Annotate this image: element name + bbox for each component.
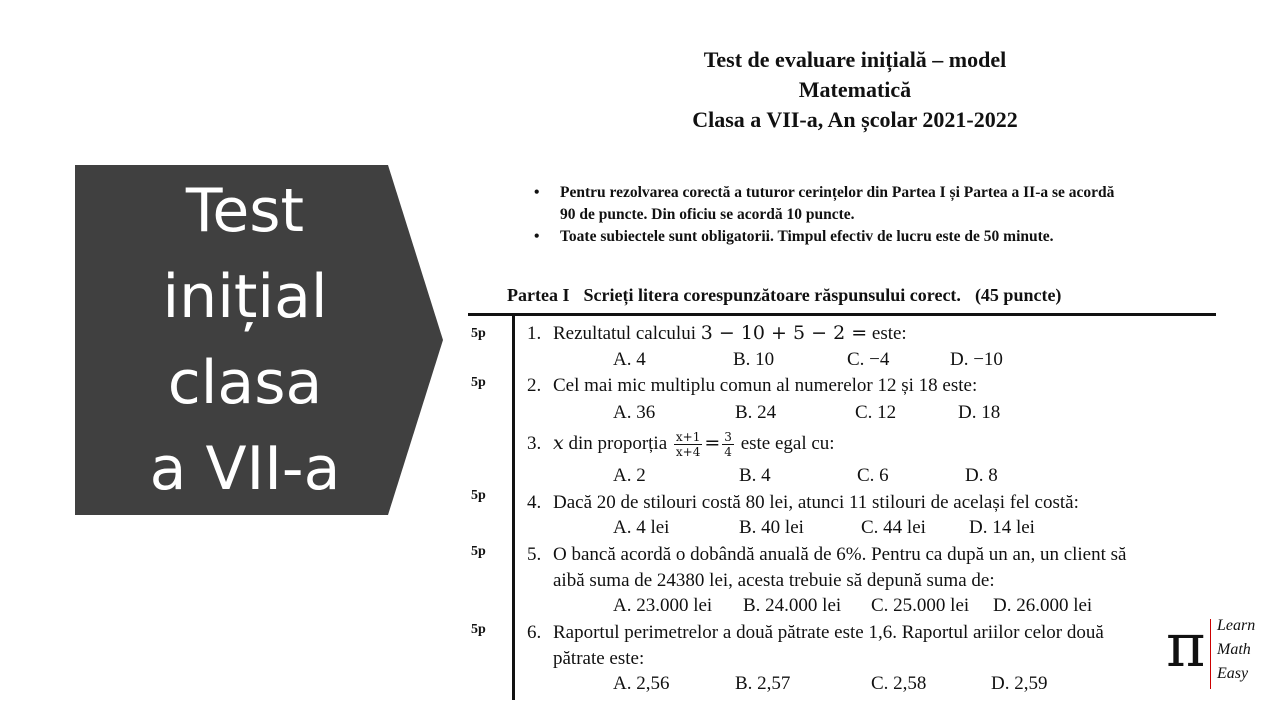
instruction-item (530, 226, 1220, 248)
option-d[interactable]: D. 18 (958, 402, 1001, 423)
points-label: 5p (471, 326, 486, 341)
question-number: 3. (527, 433, 542, 454)
fraction-numerator: x+1 (675, 430, 701, 445)
option-b[interactable]: B. 2,57 (735, 673, 791, 694)
option-c[interactable]: C. 25.000 lei (871, 595, 970, 616)
option-c[interactable]: C. 44 lei (861, 517, 926, 538)
option-a[interactable]: A. 2,56 (613, 673, 670, 694)
banner-text (75, 165, 415, 515)
question-number: 6. (527, 622, 542, 643)
doc-class-year: Clasa a VII-a, An școlar 2021-2022 (692, 107, 1018, 132)
question-1 (527, 320, 907, 347)
question-5 (527, 542, 1126, 594)
horizontal-rule (468, 313, 1216, 316)
logo-word: Easy (1217, 665, 1249, 682)
option-d[interactable]: D. 2,59 (991, 673, 1048, 694)
part1-instruction: Scrieți litera corespunzătoare răspunsului corect. (583, 285, 961, 305)
question-text: pătrate este: (553, 648, 645, 669)
instruction-line: Pentru rezolvarea corectă a tuturor cerințelor din Partea I și Partea a II-a se acordă (560, 184, 1115, 201)
option-c[interactable]: C. 6 (857, 465, 889, 486)
fraction (674, 430, 702, 459)
points-label: 5p (471, 375, 486, 390)
pi-icon: π (1166, 611, 1206, 681)
doc-title: Test de evaluare inițială – model (703, 47, 1007, 72)
banner-line: clasa (167, 348, 323, 418)
option-d[interactable]: D. 14 lei (969, 517, 1035, 538)
question-text: O bancă acordă o dobândă anuală de 6%. Pentru ca după un an, un client să (553, 544, 1127, 565)
math-expression: 3 − 10 + 5 − 2 = (700, 322, 868, 344)
option-b[interactable]: B. 24.000 lei (743, 595, 842, 616)
question-number: 1. (527, 323, 542, 344)
points-label: 5p (471, 488, 486, 503)
question-6 (527, 620, 1104, 672)
option-b[interactable]: B. 10 (733, 349, 775, 370)
option-a[interactable]: A. 36 (613, 402, 656, 423)
option-c[interactable]: C. 12 (855, 402, 897, 423)
logo-word: Learn (1217, 617, 1256, 634)
part1-label: Partea I (507, 285, 570, 305)
option-d[interactable]: D. 26.000 lei (993, 595, 1093, 616)
doc-subject: Matematică (798, 77, 912, 102)
question-4 (527, 490, 1079, 516)
question-text: Dacă 20 de stilouri costă 80 lei, atunci 11 stilouri de același fel costă: (553, 492, 1079, 513)
question-text: aibă suma de 24380 lei, acesta trebuie să depună suma de: (553, 570, 995, 591)
option-b[interactable]: B. 24 (735, 402, 777, 423)
fraction (722, 430, 734, 459)
option-c[interactable]: C. −4 (847, 349, 890, 370)
instructions (530, 182, 1220, 248)
fraction-denominator: 4 (724, 445, 732, 460)
option-a[interactable]: A. 2 (613, 465, 646, 486)
part1-points: (45 puncte) (974, 285, 1062, 305)
question-3 (527, 430, 835, 459)
fraction-numerator: 3 (724, 430, 732, 445)
question-text: Cel mai mic multiplu comun al numerelor 12 și 18 este: (553, 375, 978, 396)
logo-divider (1210, 619, 1211, 689)
logo-word: Math (1217, 641, 1251, 658)
option-b[interactable]: B. 40 lei (739, 517, 804, 538)
option-c[interactable]: C. 2,58 (871, 673, 927, 694)
fraction-denominator: x+4 (675, 445, 701, 460)
question-number: 5. (527, 544, 542, 565)
option-d[interactable]: D. −10 (950, 349, 1003, 370)
option-a[interactable]: A. 23.000 lei (613, 595, 713, 616)
option-a[interactable]: A. 4 lei (613, 517, 670, 538)
question-2 (527, 373, 977, 399)
points-label: 5p (471, 544, 486, 559)
math-variable: x (553, 432, 564, 454)
part1-header (507, 285, 1075, 306)
question-number: 4. (527, 492, 542, 513)
option-a[interactable]: A. 4 (613, 349, 646, 370)
question-number: 2. (527, 375, 542, 396)
question-text: este egal cu: (735, 433, 835, 454)
question-text: din proporția (563, 433, 672, 454)
instruction-line: 90 de puncte. Din oficiu se acordă 10 puncte. (560, 206, 855, 223)
instruction-line: Toate subiectele sunt obligatorii. Timpul efectiv de lucru este de 50 minute. (560, 228, 1054, 245)
banner-line: inițial (162, 262, 328, 332)
instruction-item (530, 182, 1220, 226)
banner-line: Test (185, 176, 305, 246)
learn-math-easy-logo (1166, 611, 1262, 692)
question-text: Raportul perimetrelor a două pătrate este 1,6. Raportul ariilor celor două (553, 622, 1104, 643)
question-text: Rezultatul calcului (553, 323, 701, 344)
question-text: este: (867, 323, 907, 344)
option-b[interactable]: B. 4 (739, 465, 771, 486)
equals-sign: = (704, 432, 721, 454)
vertical-rule (512, 316, 515, 700)
banner-line: a VII-a (149, 434, 341, 504)
option-d[interactable]: D. 8 (965, 465, 998, 486)
points-label: 5p (471, 622, 486, 637)
